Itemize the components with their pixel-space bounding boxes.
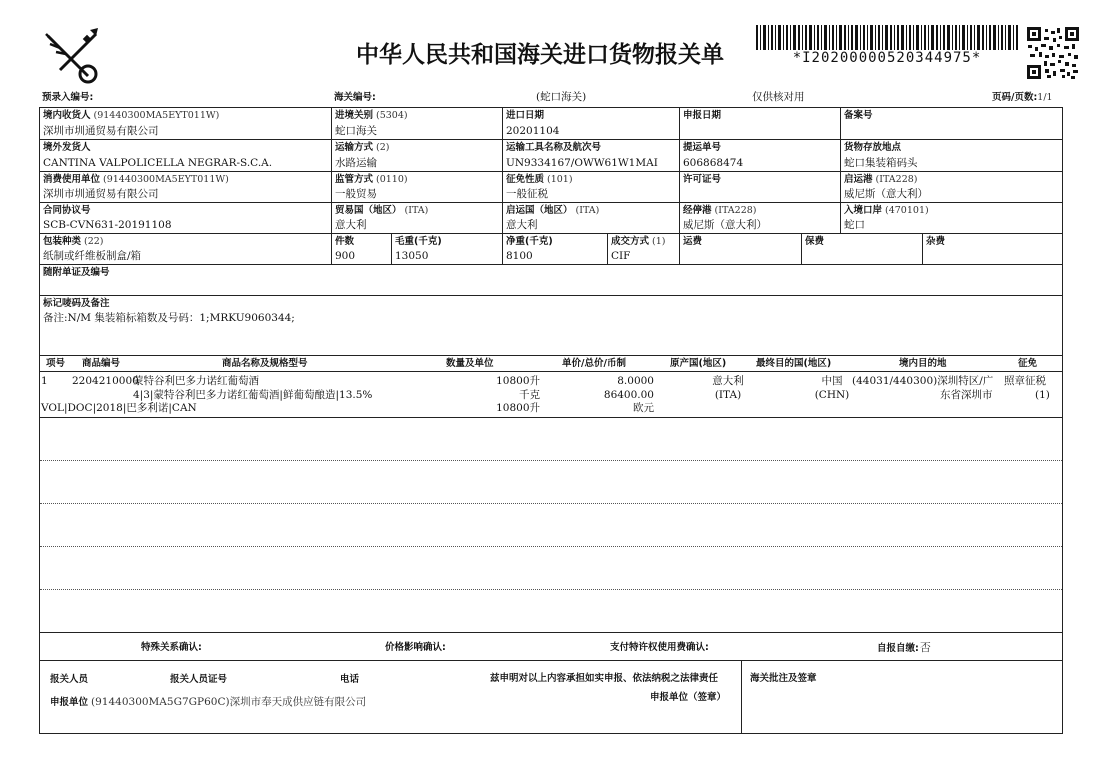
goods-origin-country: 意大利 [712, 375, 744, 387]
goods-header-final-dest: 最终目的国(地区) [756, 358, 832, 369]
marks-text: 备注:N/M 集装箱标箱数及号码：1;MRKU9060344; [43, 312, 295, 324]
frame-top [39, 107, 1063, 108]
row-line [39, 139, 1063, 140]
self-declare-label: 自报自缴: [877, 643, 919, 654]
goods-name-line2: 4|3|蒙特谷利巴多力诺红葡萄酒|鲜葡萄酿造|13.5% [133, 389, 373, 401]
import-date-value: 20201104 [506, 125, 560, 137]
qr-code-icon [1027, 27, 1079, 79]
supervision-value: 一般贸易 [335, 188, 377, 200]
license-label: 许可证号 [683, 174, 722, 185]
gross-weight-label: 毛重(千克) [395, 236, 442, 247]
declarer-cert-label: 报关人员证号 [170, 674, 228, 685]
customs-sign-label: 海关批注及签章 [750, 673, 817, 684]
goods-separator [40, 503, 1062, 504]
consumer-value: 深圳市圳通贸易有限公司 [43, 188, 159, 200]
origin-country-value: 意大利 [506, 219, 538, 231]
goods-header-price: 单价/总价/币制 [562, 358, 626, 369]
shipper-label: 境外发货人 [43, 142, 91, 153]
storage-label: 货物存放地点 [844, 142, 902, 153]
check-note: 仅供核对用 [752, 91, 805, 103]
pre-entry-no-label: 预录入编号: [42, 92, 94, 103]
trade-country-value: 意大利 [335, 219, 367, 231]
col-line [391, 233, 392, 265]
goods-levy-code: (1) [1035, 389, 1050, 401]
royalty-label: 支付特许权使用费确认: [610, 642, 709, 653]
row-line [39, 264, 1063, 265]
goods-domestic-dest-line1: (44031/440300)深圳特区/广 [852, 375, 994, 387]
goods-qty-2: 千克 [519, 389, 540, 401]
col-line [502, 233, 503, 265]
col-line [502, 107, 503, 234]
vessel-value: UN9334167/OWW61W1MAI [506, 157, 658, 169]
frame-bottom [39, 733, 1063, 734]
storage-value: 蛇口集装箱码头 [844, 157, 918, 169]
row-line [39, 632, 1063, 633]
net-weight-label: 净重(千克) [506, 236, 553, 247]
barcode [756, 25, 1018, 50]
misc-fee-label: 杂费 [926, 236, 946, 247]
consignee-label: 境内收货人 (91440300MA5EYT011W) [43, 110, 220, 121]
goods-separator [40, 546, 1062, 547]
levy-label: 征免性质 (101) [506, 174, 573, 185]
phone-label: 电话 [340, 674, 360, 685]
transport-value: 水路运输 [335, 157, 377, 169]
entry-customs-value: 蛇口海关 [335, 125, 377, 137]
package-value: 纸制或纤维板制盒/箱 [43, 250, 142, 262]
goods-header-levy: 征免 [1018, 358, 1038, 369]
shipper-value: CANTINA VALPOLICELLA NEGRAR-S.C.A. [43, 157, 273, 169]
page-count-value: 1/1 [1037, 92, 1053, 103]
goods-origin-code: (ITA) [714, 389, 742, 401]
levy-value: 一般征税 [506, 188, 548, 200]
row-line [39, 660, 1063, 661]
declare-unit-sign-label: 申报单位（签章） [650, 692, 727, 703]
self-declare-value: 否 [919, 641, 931, 654]
page-count [992, 92, 1053, 104]
customs-no-label: 海关编号: [334, 92, 376, 103]
consumer-label: 消费使用单位 (91440300MA5EYT011W) [43, 174, 229, 185]
entry-port-label: 入境口岸 (470101) [844, 205, 929, 216]
import-date-label: 进口日期 [506, 110, 545, 121]
record-no-label: 备案号 [844, 110, 873, 121]
goods-header-origin: 原产国(地区) [670, 358, 727, 369]
transit-port-value: 威尼斯（意大利） [683, 219, 767, 231]
port-name: (蛇口海关) [536, 91, 587, 103]
declare-date-label: 申报日期 [683, 110, 722, 121]
col-line [922, 233, 923, 265]
declare-unit [50, 696, 366, 709]
origin-country-label: 启运国（地区） (ITA) [506, 205, 600, 216]
customs-emblem-icon [40, 26, 106, 86]
goods-domestic-dest-line2: 东省深圳市 [940, 389, 993, 401]
row-line [39, 171, 1063, 172]
gross-weight-value: 13050 [395, 250, 429, 262]
declarer-label: 报关人员 [50, 674, 89, 685]
entry-customs-label: 进境关别 (5304) [335, 110, 408, 121]
goods-name-line3: VOL|DOC|2018|巴多利诺|CAN [41, 402, 197, 414]
col-line [801, 233, 802, 265]
goods-separator [40, 589, 1062, 590]
goods-final-dest: 中国 [821, 375, 843, 387]
consignee-value: 深圳市圳通贸易有限公司 [43, 125, 159, 137]
goods-final-dest-code: (CHN) [814, 389, 850, 401]
pieces-value: 900 [335, 250, 356, 262]
trade-country-label: 贸易国（地区） (ITA) [335, 205, 429, 216]
pieces-label: 件数 [335, 236, 355, 247]
attached-docs-label: 随附单证及编号 [43, 267, 110, 278]
goods-header-name: 商品名称及规格型号 [222, 358, 308, 369]
row-line [39, 417, 1063, 418]
barcode-text: *I20200000520344975* [792, 50, 982, 66]
row-line [39, 295, 1063, 296]
entry-port-value: 蛇口 [844, 219, 865, 231]
net-weight-value: 8100 [506, 250, 533, 262]
vessel-label: 运输工具名称及航次号 [506, 142, 602, 153]
bl-value: 606868474 [683, 157, 744, 169]
col-line [679, 233, 680, 265]
row-line [39, 202, 1063, 203]
col-line [840, 107, 841, 234]
departure-port-label: 启运港 (ITA228) [844, 174, 918, 185]
declare-unit-code: (91440300MA5G7GP60C) [91, 696, 230, 708]
marks-label: 标记唛码及备注 [43, 298, 110, 309]
supervision-label: 监管方式 (0110) [335, 174, 408, 185]
goods-separator [40, 460, 1062, 461]
goods-header-domestic-dest: 境内目的地 [899, 358, 947, 369]
self-declare [877, 642, 931, 655]
col-line [331, 107, 332, 234]
goods-qty-1: 10800升 [496, 375, 540, 387]
goods-qty-3: 10800升 [496, 402, 540, 414]
goods-header-hs: 商品编号 [82, 358, 121, 369]
bl-label: 提运单号 [683, 142, 722, 153]
col-line [607, 233, 608, 265]
col-line [331, 233, 332, 265]
goods-levy: 照章征税 [1004, 375, 1046, 387]
goods-header-qty: 数量及单位 [446, 358, 494, 369]
goods-total-price: 86400.00 [603, 389, 654, 401]
goods-unit-price: 8.0000 [617, 375, 654, 387]
price-influence-label: 价格影响确认: [385, 642, 446, 653]
contract-label: 合同协议号 [43, 205, 91, 216]
col-line [679, 107, 680, 234]
page-title: 中华人民共和国海关进口货物报关单 [356, 42, 724, 68]
departure-port-value: 威尼斯（意大利） [844, 188, 928, 200]
row-line [39, 371, 1063, 372]
goods-header-item: 项号 [46, 358, 66, 369]
page-count-label: 页码/页数: [992, 92, 1038, 103]
deal-label: 成交方式 (1) [611, 236, 666, 247]
row-line [39, 233, 1063, 234]
goods-currency: 欧元 [633, 402, 654, 414]
declare-unit-name: 深圳市奉天成供应链有限公司 [229, 696, 367, 708]
goods-name-line1: 蒙特谷利巴多力诺红葡萄酒 [133, 375, 259, 387]
contract-value: SCB-CVN631-20191108 [43, 219, 172, 231]
col-line [741, 660, 742, 734]
declare-unit-label: 申报单位 [50, 697, 89, 708]
special-relation-label: 特殊关系确认: [141, 642, 202, 653]
deal-value: CIF [611, 250, 631, 262]
transport-label: 运输方式 (2) [335, 142, 390, 153]
insurance-label: 保费 [805, 236, 825, 247]
package-label: 包装种类 (22) [43, 236, 104, 247]
row-line [39, 355, 1063, 356]
legal-statement: 兹申明对以上内容承担如实申报、依法纳税之法律责任 [490, 673, 719, 684]
transit-port-label: 经停港 (ITA228) [683, 205, 757, 216]
goods-hs-code: 2204210000 [72, 375, 139, 387]
goods-item-no: 1 [41, 375, 48, 387]
freight-label: 运费 [683, 236, 703, 247]
